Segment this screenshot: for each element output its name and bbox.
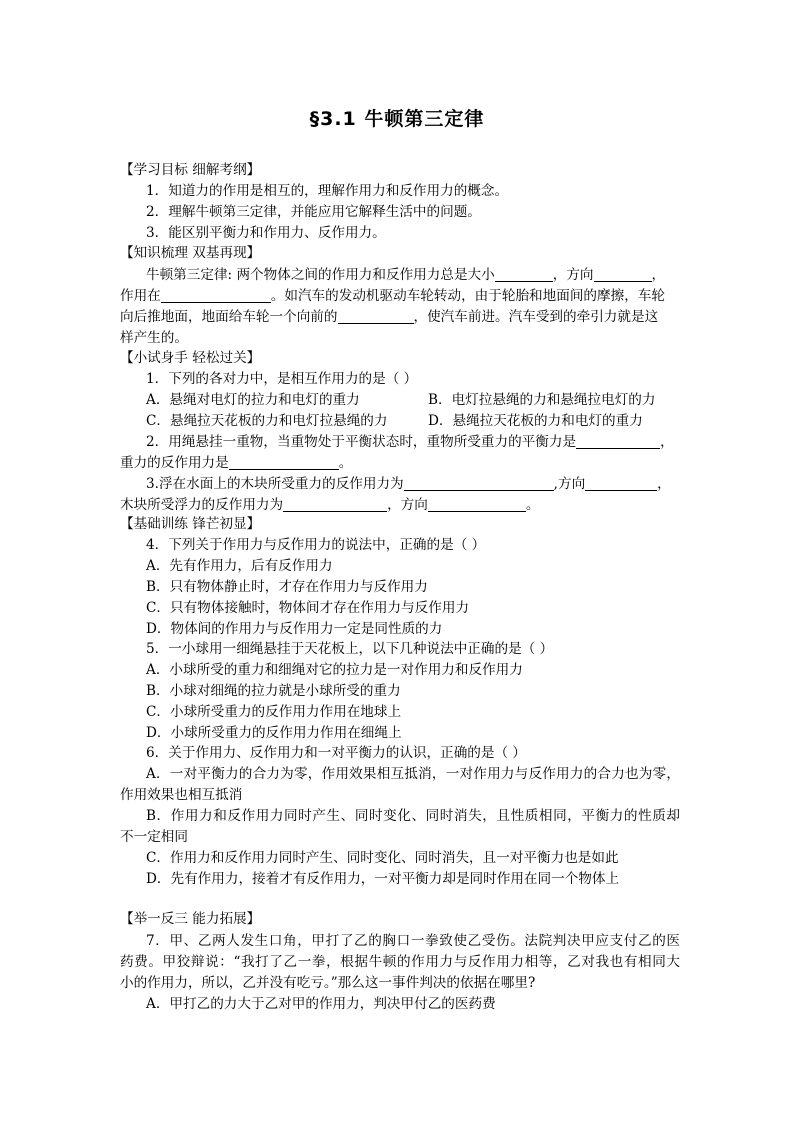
fill-blank[interactable]: [576, 434, 660, 449]
option-a[interactable]: A．先有作用力，后有反作用力: [146, 558, 333, 574]
option-a[interactable]: A．小球所受的重力和细绳对它的拉力是一对作用力和反作用力: [146, 662, 523, 678]
fill-blank[interactable]: [495, 267, 553, 282]
question-7-cont: 小的作用力，所以，乙并没有吃亏。”那么这一事件判决的依据在哪里?: [120, 975, 536, 991]
text: ，: [657, 476, 671, 492]
section-heading-basic: 【基础训练 锋芒初显】: [120, 516, 261, 532]
question-1: 1．下列的各对力中，是相互作用力的是（ ）: [146, 371, 418, 387]
question-2-cont: [120, 453, 680, 473]
text: ，: [651, 267, 666, 283]
goal-item: 2．理解牛顿第三定律，并能应用它解释生活中的问题。: [146, 204, 481, 220]
option-b[interactable]: B．作用力和反作用力同时产生、同时变化、同时消失，且性质相同，平衡力的性质却: [146, 808, 680, 824]
option-d[interactable]: D．小球所受重力的反作用力作用在细绳上: [146, 725, 402, 741]
option-b[interactable]: B．电灯拉悬绳的力和悬绳拉电灯的力: [428, 392, 656, 408]
question-3: [146, 474, 680, 494]
fill-blank[interactable]: [229, 455, 339, 470]
option-c[interactable]: C．小球所受重力的反作用力作用在地球上: [146, 704, 402, 720]
section-heading-goals: 【学习目标 细解考纲】: [120, 162, 261, 178]
page-title: §3.1 牛顿第三定律: [309, 108, 485, 130]
fill-blank[interactable]: [161, 288, 271, 303]
section-heading-trial: 【小试身手 轻松过关】: [120, 350, 261, 366]
option-c[interactable]: C．只有物体接触时，物体间才存在作用力与反作用力: [146, 600, 470, 616]
option-b-cont: 不一定相同: [120, 829, 188, 845]
option-b[interactable]: B．小球对细绳的拉力就是小球所受的重力: [146, 683, 401, 699]
question-4: 4．下列关于作用力与反作用力的说法中，正确的是（ ）: [146, 537, 486, 553]
knowledge-line: [120, 307, 680, 327]
option-a[interactable]: A．一对平衡力的合力为零，作用效果相互抵消，一对作用力与反作用力的合力也为零，: [146, 766, 680, 782]
text: 向后推地面，地面给车轮一个向前的: [120, 309, 338, 325]
text: ,方向: [553, 476, 586, 492]
text: 作用在: [120, 288, 161, 304]
option-d[interactable]: D．悬绳拉天花板的力和电灯的重力: [428, 413, 643, 429]
text: ，使汽车前进。汽车受到的牵引力就是这: [413, 309, 659, 325]
text: 木块所受浮力的反作用力为: [120, 497, 284, 513]
option-c[interactable]: C．作用力和反作用力同时产生、同时变化、同时消失，且一对平衡力也是如此: [146, 850, 619, 866]
text: 牛顿第三定律: 两个物体之间的作用力和反作用力总是大小: [146, 267, 495, 283]
option-a[interactable]: A．甲打乙的力大于乙对甲的作用力，判决甲付乙的医药费: [146, 996, 496, 1012]
goal-item: 3．能区别平衡力和作用力、反作用力。: [146, 225, 386, 241]
question-1-options: [146, 390, 680, 410]
text: ，方向: [552, 267, 594, 283]
question-2: [146, 432, 680, 452]
knowledge-line: 样产生的。: [120, 330, 188, 346]
option-b[interactable]: B．只有物体静止时，才存在作用力与反作用力: [146, 579, 428, 595]
section-heading-knowledge: 【知识梳理 双基再现】: [120, 245, 261, 261]
option-d[interactable]: D．物体间的作用力与反作用力一定是同性质的力: [146, 621, 443, 637]
question-1-options: [146, 411, 680, 431]
fill-blank[interactable]: [428, 497, 526, 512]
text: 重力的反作用力是: [120, 455, 229, 471]
knowledge-line: [146, 265, 680, 285]
fill-blank[interactable]: [404, 476, 554, 491]
text: 。如汽车的发动机驱动车轮转动，由于轮胎和地面间的摩擦，车轮: [270, 288, 665, 304]
section-heading-extend: 【举一反三 能力拓展】: [120, 911, 261, 927]
text: ，: [660, 434, 674, 450]
option-c[interactable]: C．悬绳拉天花板的力和电灯拉悬绳的力: [146, 413, 388, 429]
text: 2．用绳悬挂一重物，当重物处于平衡状态时，重物所受重力的平衡力是: [146, 434, 577, 450]
question-7: 7．甲、乙两人发生口角，甲打了乙的胸口一拳致使乙受伤。法院判决甲应支付乙的医: [146, 933, 680, 949]
question-5: 5．一小球用一细绳悬挂于天花板上，以下几种说法中正确的是（ ）: [146, 641, 554, 657]
text: 。: [525, 497, 540, 513]
goal-item: 1．知道力的作用是相互的，理解作用力和反作用力的概念。: [146, 183, 509, 199]
fill-blank[interactable]: [594, 267, 652, 282]
text: ，方向: [387, 497, 428, 513]
option-a-cont: 作用效果也相互抵消: [120, 787, 243, 803]
option-d[interactable]: D．先有作用力，接着才有反作用力，一对平衡力却是同时作用在同一个物体上: [146, 871, 620, 887]
option-a[interactable]: A．悬绳对电灯的拉力和电灯的重力: [146, 392, 360, 408]
question-3-cont: [120, 495, 680, 515]
fill-blank[interactable]: [283, 497, 387, 512]
knowledge-line: [120, 286, 680, 306]
fill-blank[interactable]: [338, 309, 414, 324]
text: 。: [338, 455, 353, 471]
text: 3.浮在水面上的木块所受重力的反作用力为: [146, 476, 404, 492]
fill-blank[interactable]: [585, 476, 657, 491]
question-6: 6．关于作用力、反作用力和一对平衡力的认识，正确的是（ ）: [146, 745, 526, 761]
question-7-cont: 药费。甲狡辩说：“我打了乙一拳，根据牛顿的作用力与反作用力相等，乙对我也有相同大: [120, 954, 680, 970]
